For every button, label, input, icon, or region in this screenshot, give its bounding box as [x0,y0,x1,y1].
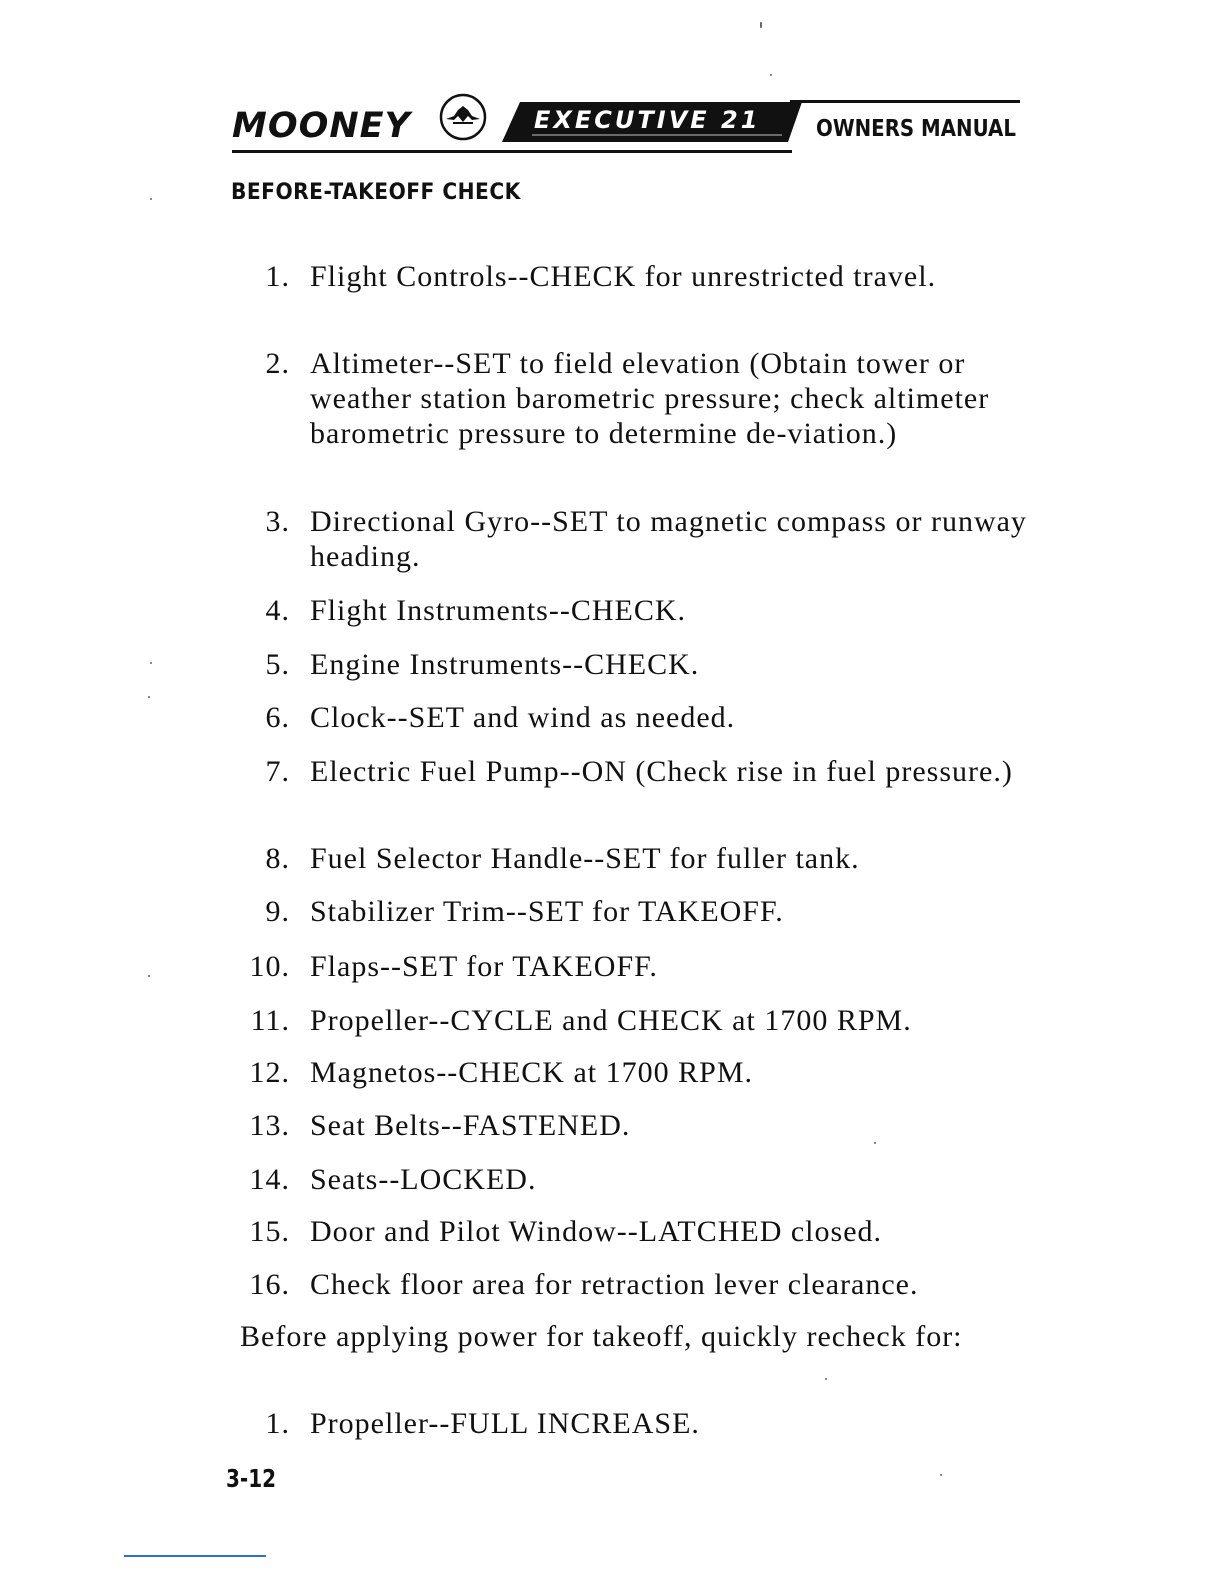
item-text: Flaps--SET for TAKEOFF. [310,950,658,983]
item-number: 9. [265,895,290,928]
bottom-rule [124,1555,266,1557]
item-number: 16. [249,1268,290,1301]
recheck-note: Before applying power for takeoff, quickly recheck for: [240,1320,963,1353]
item-number: 12. [249,1056,290,1089]
item-text: Stabilizer Trim--SET for TAKEOFF. [310,895,784,928]
scan-speck [770,74,772,76]
item-number: 13. [249,1109,290,1142]
item-number: 1. [265,1407,290,1440]
item-text: Electric Fuel Pump--ON (Check rise in fuel pressure.) [310,755,1013,788]
item-text: Propeller--FULL INCREASE. [310,1407,700,1440]
item-number: 15. [249,1215,290,1248]
item-text: Engine Instruments--CHECK. [310,648,700,681]
header-underline [232,150,792,153]
manual-label: OWNERS MANUAL [816,116,1016,142]
item-text: Directional Gyro--SET to magnetic compass or runway heading. [310,505,1027,573]
item-number: 4. [265,594,290,627]
item-text: Magnetos--CHECK at 1700 RPM. [310,1056,753,1089]
item-number: 3. [265,505,290,538]
mooney-eagle-emblem-icon [438,92,488,142]
item-text: Seat Belts--FASTENED. [310,1109,631,1142]
item-number: 8. [265,842,290,875]
scan-speck [148,696,150,698]
item-number: 7. [265,755,290,788]
item-number: 1. [265,260,290,293]
item-number: 2. [265,347,290,380]
item-text: Flight Controls--CHECK for unrestricted travel. [310,260,937,293]
scan-speck [760,22,762,28]
scan-speck [150,662,152,664]
section-title: BEFORE-TAKEOFF CHECK [231,180,521,205]
manual-header [230,92,1020,154]
item-text: Clock--SET and wind as needed. [310,701,736,734]
page-number: 3-12 [226,1464,277,1493]
scan-speck [940,1474,942,1476]
header-top-rule [790,100,1020,103]
item-text: Propeller--CYCLE and CHECK at 1700 RPM. [310,1004,912,1037]
model-name: EXECUTIVE 21 [534,106,761,134]
item-text: Door and Pilot Window--LATCHED closed. [310,1215,883,1248]
item-number: 14. [249,1163,290,1196]
item-text: Seats--LOCKED. [310,1163,537,1196]
item-number: 11. [250,1004,290,1037]
brand-name: MOONEY [232,106,411,146]
item-text: Altimeter--SET to field elevation (Obtain tower or weather station barometric pressure; check altimeter barometric pressure to determine de-viation.) [310,347,990,450]
item-text: Flight Instruments--CHECK. [310,594,686,627]
item-number: 5. [265,648,290,681]
item-text: Fuel Selector Handle--SET for fuller tank. [310,842,860,875]
scan-speck [148,975,150,977]
scan-speck [825,1378,827,1380]
item-number: 6. [265,701,290,734]
item-text: Check floor area for retraction lever clearance. [310,1268,919,1301]
item-number: 10. [249,950,290,983]
scan-speck [874,1142,876,1144]
scan-speck [150,198,152,200]
